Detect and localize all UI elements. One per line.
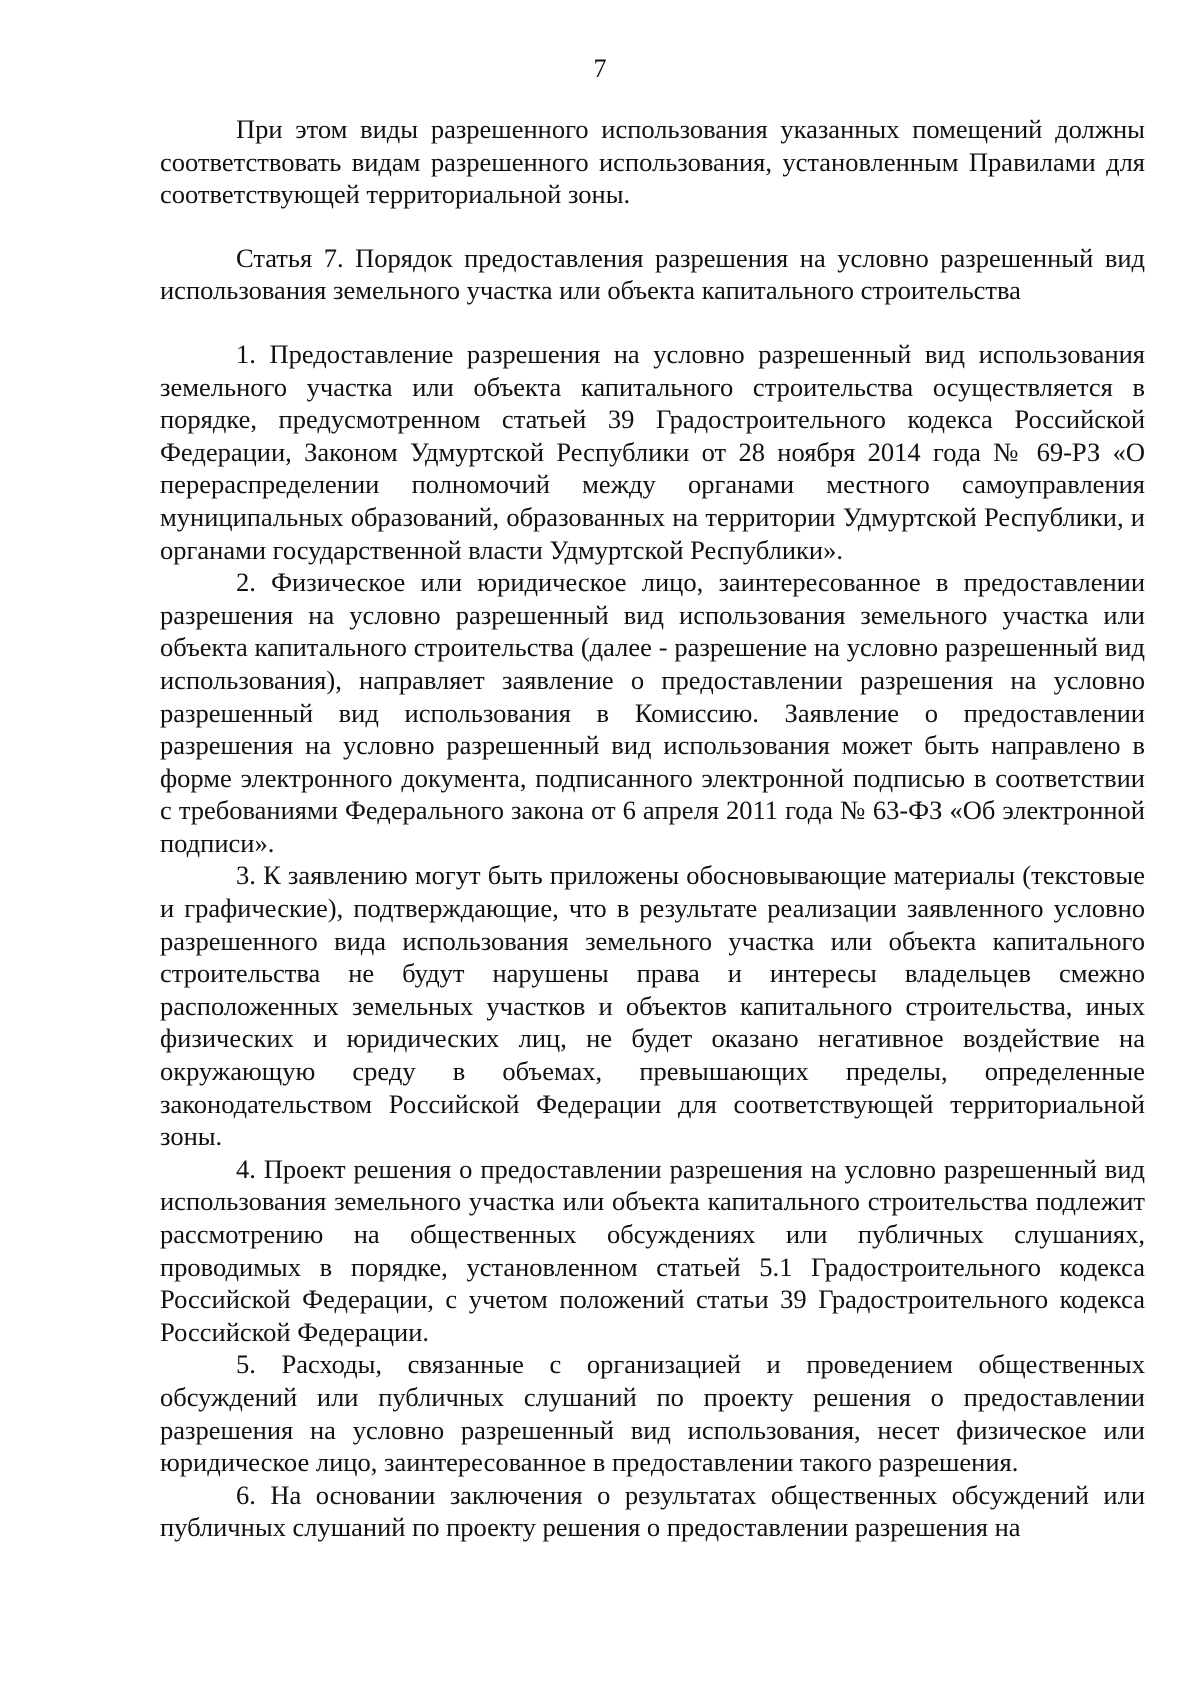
document-body (160, 113, 1145, 1544)
clause-5: 5. Расходы, связанные с организацией и проведением общественных обсуждений или публичных слушаний по проекту решения о предоставлении разрешения на условно разрешенный вид использования, несет физическое или юридическое лицо, заинтересованное в предоставлении такого разрешения. (160, 1349, 1145, 1478)
intro-paragraph: При этом виды разрешенного использования указанных помещений должны соответствовать видам разрешенного использования, установленным Правилами для соответствующей территориальной зоны. (160, 114, 1145, 210)
page-number: 7 (593, 54, 607, 83)
clause-2: 2. Физическое или юридическое лицо, заинтересованное в предоставлении разрешения на условно разрешенный вид использования земельного участка или объекта капитального строительства (далее - разрешение на условно разрешенный вид использования), направляет заявление о предоставлении разрешения на условно разрешенный вид использования в Комиссию. Заявление о предоставлении разрешения на условно разрешенный вид использования может быть направлено в форме электронного документа, подписанного электронной подписью в соответствии с требованиями Федерального закона от 6 апреля 2011 года № 63-ФЗ «Об электронной подписи». (160, 567, 1145, 858)
clause-4: 4. Проект решения о предоставлении разрешения на условно разрешенный вид использования земельного участка или объекта капитального строительства подлежит рассмотрению на общественных обсуждениях или публичных слушаниях, проводимых в порядке, установленном статьей 5.1 Градостроительного кодекса Российской Федерации, с учетом положений статьи 39 Градостроительного кодекса Российской Федерации. (160, 1153, 1145, 1347)
clause-6: 6. На основании заключения о результатах общественных обсуждений или публичных слушаний по проекту решения о предоставлении разрешения на (160, 1479, 1145, 1543)
article-heading: Статья 7. Порядок предоставления разрешения на условно разрешенный вид использования земельного участка или объекта капитального строительства (160, 242, 1145, 306)
clause-1: 1. Предоставление разрешения на условно разрешенный вид использования земельного участка или объекта капитального строительства осуществляется в порядке, предусмотренном статьей 39 Градостроительного кодекса Российской Федерации, Законом Удмуртской Республики от 28 ноября 2014 года № 69-РЗ «О перераспределении полномочий между органами местного самоуправления муниципальных образований, образованных на территории Удмуртской Республики, и органами государственной власти Удмуртской Республики». (160, 338, 1145, 565)
clause-3: 3. К заявлению могут быть приложены обосновывающие материалы (текстовые и графические), подтверждающие, что в результате реализации заявленного условно разрешенного вида использования земельного участка или объекта капитального строительства не будут нарушены права и интересы владельцев смежно расположенных земельных участков и объектов капитального строительства, иных физических и юридических лиц, не будет оказано негативное воздействие на окружающую среду в объемах, превышающих пределы, определенные законодательством Российской Федерации для соответствующей территориальной зоны. (160, 860, 1145, 1152)
